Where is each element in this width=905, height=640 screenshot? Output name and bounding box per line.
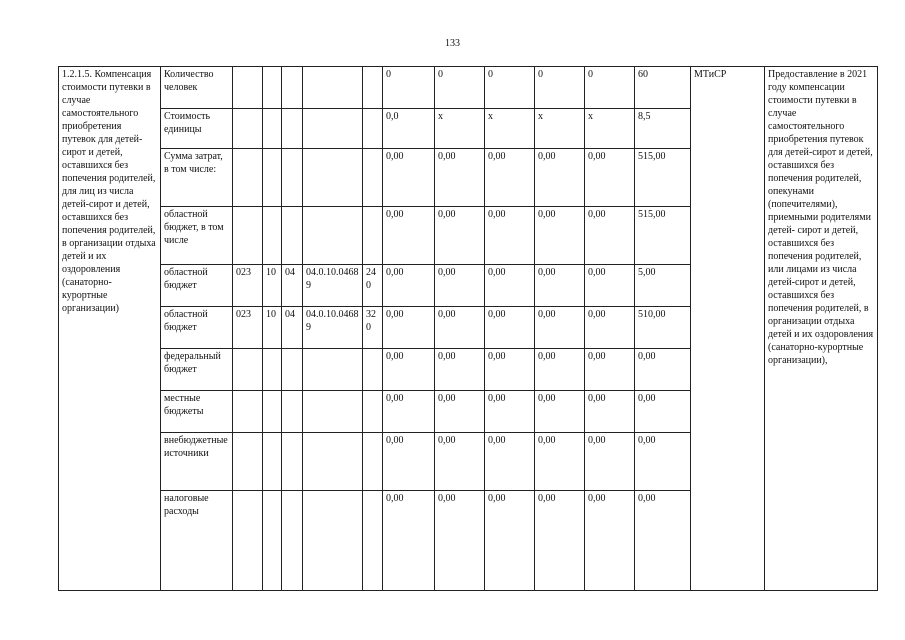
code-cell	[233, 349, 263, 391]
code-cell	[263, 433, 282, 491]
code-cell	[263, 391, 282, 433]
value-cell: 0,00	[485, 149, 535, 207]
code-cell	[303, 391, 363, 433]
code-cell	[363, 349, 383, 391]
code-cell	[263, 491, 282, 591]
page-number: 133	[445, 38, 460, 49]
value-cell: х	[535, 109, 585, 149]
value-cell: 0,00	[435, 433, 485, 491]
value-cell: 0,00	[585, 207, 635, 265]
value-cell: 0,00	[485, 349, 535, 391]
funding-source-cell: областной бюджет	[161, 265, 233, 307]
table-body	[59, 67, 878, 591]
code-cell	[363, 67, 383, 109]
code-cell: 023	[233, 307, 263, 349]
value-cell: 0,00	[383, 391, 435, 433]
code-cell	[233, 491, 263, 591]
code-cell	[303, 433, 363, 491]
code-cell	[363, 207, 383, 265]
code-cell	[233, 67, 263, 109]
code-cell	[282, 109, 303, 149]
value-cell: 0,00	[485, 491, 535, 591]
value-cell: 0,00	[383, 491, 435, 591]
note-cell: Предоставление в 2021 году компенсации стоимости путевки в случае самостоятельного приобретения путевок для детей-сирот и детей, оставшихся без попечения родителей, опекунами (попечителями), приемными родителями детей- сирот и детей, оставшихся без попечения родителей, или лицами из числа детей-сирот и детей, оставшихся без попечения родителей, в организации отдыха детей и их оздоровления (санаторно-курортные организации),	[765, 67, 878, 591]
code-cell	[233, 109, 263, 149]
code-cell	[263, 207, 282, 265]
value-cell: 0,00	[585, 391, 635, 433]
value-cell: 0,0	[383, 109, 435, 149]
value-cell: 0,00	[435, 391, 485, 433]
code-cell: 023	[233, 265, 263, 307]
funding-source-cell: Стоимость единицы	[161, 109, 233, 149]
value-cell: 0,00	[435, 491, 485, 591]
code-cell	[363, 491, 383, 591]
value-cell: 0,00	[485, 391, 535, 433]
funding-source-cell: внебюджетные источники	[161, 433, 233, 491]
executor-cell: МТиСР	[691, 67, 765, 591]
code-cell	[233, 433, 263, 491]
value-cell: 0,00	[635, 433, 691, 491]
code-cell	[233, 391, 263, 433]
measure-title-cell: 1.2.1.5. Компенсация стоимости путевки в случае самостоятельного приобретения путевок для детей-сирот и детей, оставшихся без попечения родителей, для лиц из числа детей-сирот и детей, оставшихся без попечения родителей, в организации отдыха детей и их оздоровления (санаторно-курортные организации)	[59, 67, 161, 591]
code-cell	[303, 149, 363, 207]
value-cell: 0,00	[585, 491, 635, 591]
value-cell: 0,00	[383, 149, 435, 207]
funding-source-cell: федеральный бюджет	[161, 349, 233, 391]
value-cell: 0,00	[383, 433, 435, 491]
code-cell: 320	[363, 307, 383, 349]
program-table	[58, 66, 878, 591]
funding-source-cell: местные бюджеты	[161, 391, 233, 433]
funding-source-cell: Количество человек	[161, 67, 233, 109]
value-cell: 0,00	[585, 433, 635, 491]
code-cell: 04	[282, 265, 303, 307]
value-cell: 0,00	[635, 391, 691, 433]
code-cell: 04.0.10.04689	[303, 265, 363, 307]
code-cell	[282, 67, 303, 109]
value-cell: 0,00	[435, 307, 485, 349]
funding-source-cell: областной бюджет	[161, 307, 233, 349]
value-cell: 0,00	[535, 307, 585, 349]
value-cell: 0,00	[535, 349, 585, 391]
code-cell	[282, 207, 303, 265]
code-cell	[282, 491, 303, 591]
value-cell: 0,00	[383, 207, 435, 265]
value-cell: 0,00	[485, 207, 535, 265]
code-cell	[303, 207, 363, 265]
code-cell	[363, 391, 383, 433]
value-cell: 0,00	[535, 491, 585, 591]
value-cell: 0,00	[535, 265, 585, 307]
value-cell: 0,00	[535, 433, 585, 491]
value-cell: 0,00	[435, 149, 485, 207]
value-cell: 0	[435, 67, 485, 109]
code-cell	[303, 491, 363, 591]
code-cell	[282, 433, 303, 491]
code-cell	[303, 109, 363, 149]
value-cell: х	[585, 109, 635, 149]
value-cell: 0,00	[585, 307, 635, 349]
code-cell	[363, 149, 383, 207]
code-cell: 240	[363, 265, 383, 307]
value-cell: 0,00	[435, 265, 485, 307]
code-cell	[303, 67, 363, 109]
code-cell: 10	[263, 265, 282, 307]
value-cell: 60	[635, 67, 691, 109]
value-cell: 0,00	[635, 491, 691, 591]
value-cell: 0,00	[585, 265, 635, 307]
code-cell: 10	[263, 307, 282, 349]
value-cell: 515,00	[635, 149, 691, 207]
value-cell: 5,00	[635, 265, 691, 307]
value-cell: х	[485, 109, 535, 149]
value-cell: 0	[383, 67, 435, 109]
value-cell: 0,00	[535, 207, 585, 265]
value-cell: 0,00	[383, 307, 435, 349]
code-cell: 04	[282, 307, 303, 349]
value-cell: 0,00	[383, 265, 435, 307]
value-cell: 0	[535, 67, 585, 109]
value-cell: 510,00	[635, 307, 691, 349]
value-cell: 0,00	[535, 391, 585, 433]
code-cell: 04.0.10.04689	[303, 307, 363, 349]
funding-source-cell: Сумма затрат, в том числе:	[161, 149, 233, 207]
value-cell: 0,00	[535, 149, 585, 207]
value-cell: 0,00	[635, 349, 691, 391]
value-cell: 0,00	[435, 207, 485, 265]
value-cell: 0,00	[435, 349, 485, 391]
value-cell: х	[435, 109, 485, 149]
value-cell: 0,00	[585, 349, 635, 391]
code-cell	[263, 109, 282, 149]
code-cell	[363, 433, 383, 491]
code-cell	[303, 349, 363, 391]
code-cell	[282, 349, 303, 391]
value-cell: 515,00	[635, 207, 691, 265]
value-cell: 0	[485, 67, 535, 109]
value-cell: 8,5	[635, 109, 691, 149]
value-cell: 0,00	[485, 433, 535, 491]
table-row	[59, 67, 878, 109]
code-cell	[363, 109, 383, 149]
value-cell: 0	[585, 67, 635, 109]
value-cell: 0,00	[585, 149, 635, 207]
code-cell	[282, 149, 303, 207]
value-cell: 0,00	[383, 349, 435, 391]
value-cell: 0,00	[485, 265, 535, 307]
code-cell	[263, 349, 282, 391]
code-cell	[233, 149, 263, 207]
value-cell: 0,00	[485, 307, 535, 349]
code-cell	[233, 207, 263, 265]
funding-source-cell: налоговые расходы	[161, 491, 233, 591]
code-cell	[282, 391, 303, 433]
code-cell	[263, 67, 282, 109]
code-cell	[263, 149, 282, 207]
funding-source-cell: областной бюджет, в том числе	[161, 207, 233, 265]
